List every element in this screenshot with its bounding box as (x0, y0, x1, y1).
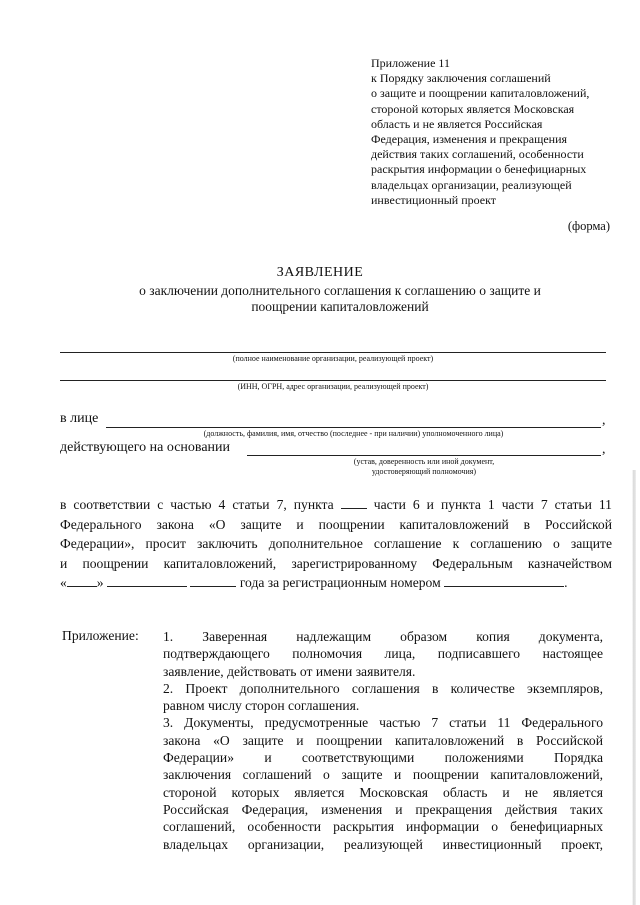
paragraph-text: года за регистрационным номером (239, 575, 441, 590)
attachment-line: заключения соглашений о защите и поощрении капиталовложений, (163, 767, 603, 783)
attachment-line: заявление, действовать от имени заявителя. (163, 663, 416, 679)
basis-caption-line: (устав, доверенность или иной документ, (353, 457, 495, 466)
attachments-label: Приложение: (62, 628, 139, 643)
annex-line: инвестиционный проект (371, 192, 497, 207)
attachment-line: Федерации» и соответствующими положениями Порядка (163, 750, 603, 766)
comma: , (602, 413, 606, 428)
org-ids-field[interactable] (60, 380, 606, 381)
annex-line: о защите и поощрении капиталовложений, (371, 86, 590, 101)
annex-header (371, 56, 616, 208)
subtitle-line: поощрении капиталовложений (251, 299, 429, 314)
annex-line: стороной которых является Московская (371, 101, 575, 116)
month-field[interactable] (107, 574, 187, 587)
org-ids-caption: (ИНН, ОГРН, адрес организации, реализующей проект) (237, 382, 429, 391)
period: . (564, 575, 568, 590)
subtitle-line: о заключении дополнительного соглашения к соглашению о защите и (139, 283, 541, 298)
annex-line: Приложение 11 (371, 56, 450, 70)
annex-line: Федерация, изменения и прекращения (371, 132, 568, 147)
annex-line: владельцах организации, реализующей (371, 177, 572, 192)
attachment-line: 3. Документы, предусмотренные частью 7 статьи 11 Федерального (163, 715, 603, 731)
attachments-list (163, 628, 603, 853)
quote-open: « (60, 575, 67, 590)
annex-line: действия таких соглашений, особенности (371, 147, 584, 162)
paragraph-line: Федерального закона «О защите и поощрении капиталовложений в Российской (60, 516, 612, 532)
document-title: ЗАЯВЛЕНИЕ (276, 265, 364, 280)
attachment-line: стороной которых является Московская область и не является (163, 784, 603, 800)
attachment-line: закона «О защите и поощрении капиталовложений в Российской (163, 732, 603, 748)
paragraph-text: части 6 и пункта 1 части 7 статьи 11 (373, 497, 612, 512)
annex-line: раскрытия информации о бенефициарных (371, 162, 587, 177)
attachment-line: владельцах организации, реализующей инвестиционный проект, (163, 836, 603, 852)
attachment-line: соглашений, особенности раскрытия информации о бенефициарных (163, 819, 603, 835)
annex-line: к Порядку заключения соглашений (371, 71, 551, 86)
basis-caption-line: удостоверяющий полномочия) (371, 467, 477, 476)
paragraph-line (60, 495, 612, 515)
org-name-field[interactable] (60, 352, 606, 353)
quote-close: » (96, 575, 104, 590)
scan-page-edge (632, 470, 636, 905)
person-label: в лице (60, 411, 99, 426)
person-caption: (должность, фамилия, имя, отчество (последнее - при наличии) уполномоченного лица) (203, 429, 504, 438)
org-name-caption: (полное наименование организации, реализующей проект) (232, 354, 434, 363)
attachment-line: равном числу сторон соглашения. (163, 698, 360, 714)
attachment-line: подтверждающего полномочия лица, подписавшего настоящее (163, 646, 603, 662)
basis-field[interactable] (247, 455, 601, 456)
attachment-line: 2. Проект дополнительного соглашения в количестве экземпляров, (163, 680, 603, 696)
annex-line: область и не является Российская (371, 116, 543, 131)
day-field[interactable] (67, 574, 97, 587)
paragraph-text: в соответствии с частью 4 статьи 7, пункта (60, 497, 334, 512)
paragraph-line: Федерации», просит заключить дополнительное соглашение к соглашению о защите (60, 536, 612, 551)
registration-number-field[interactable] (444, 574, 564, 587)
attachment-line: 1. Заверенная надлежащим образом копия документа, (163, 629, 603, 644)
attachment-line: Российская Федерация, изменения и прекращения действия таких (163, 801, 603, 817)
basis-label: действующего на основании (60, 440, 231, 455)
paragraph-line: и поощрении капиталовложений, зарегистрированному Федеральным казначейством (60, 555, 612, 571)
point-number-field[interactable] (341, 496, 367, 509)
form-mark: (форма) (567, 219, 610, 233)
basis-caption (247, 457, 601, 477)
year-field[interactable] (190, 574, 236, 587)
comma: , (602, 442, 606, 457)
document-subtitle (85, 283, 595, 315)
request-paragraph (60, 495, 612, 593)
person-field[interactable] (106, 427, 601, 428)
paragraph-line (60, 573, 612, 593)
